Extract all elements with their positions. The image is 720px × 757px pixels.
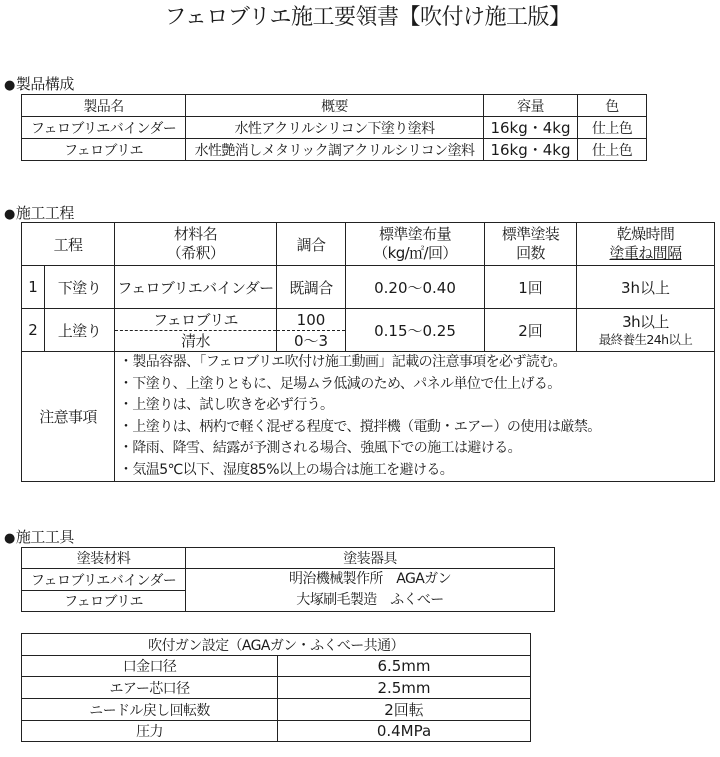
section-heading-products	[4, 75, 74, 95]
tool-equipment: 明治機械製作所 AGAガン 大塚刷毛製造 ふくべー	[186, 569, 555, 612]
product-capacity: 16kg・4kg	[484, 117, 578, 139]
table-row	[22, 677, 531, 699]
step-number: 2	[22, 309, 45, 352]
product-color: 仕上色	[578, 117, 647, 139]
note-item: ・上塗りは、試し吹きを必ず行う。	[119, 397, 334, 413]
coverage: 0.15～0.25	[346, 309, 485, 352]
table-header-row	[22, 95, 647, 117]
step-name: 下塗り	[45, 266, 115, 309]
section-heading-tools	[4, 528, 74, 548]
section-heading-text: 施工工具	[15, 528, 74, 546]
bullet-icon: ●	[4, 531, 15, 546]
product-name: フェロブリエ	[22, 139, 186, 161]
bullet-icon: ●	[4, 207, 15, 222]
header-coating-material: 塗装材料	[22, 548, 186, 569]
step-number: 1	[22, 266, 45, 309]
setting-value: 6.5mm	[278, 656, 531, 677]
note-item: ・下塗り、上塗りともに、足場ムラ低減のため、パネル単位で仕上げる。	[119, 375, 561, 392]
table-row	[22, 569, 555, 591]
notes-label: 注意事項	[22, 352, 115, 482]
coats: 2回	[485, 309, 577, 352]
setting-value: 2回転	[278, 699, 531, 721]
tool-material: フェロブリエバインダー	[22, 569, 186, 591]
setting-value: 0.4MPa	[278, 721, 531, 742]
gun-settings-title: 吹付ガン設定（AGAガン・ふくべー共通）	[22, 634, 531, 656]
dilution-name: 清水	[115, 331, 277, 352]
material-name: フェロブリエ	[115, 309, 277, 331]
product-composition-table	[21, 94, 647, 161]
setting-label: 圧力	[22, 721, 278, 742]
product-summary: 水性艶消しメタリック調アクリルシリコン塗料	[186, 139, 484, 161]
header-capacity: 容量	[484, 95, 578, 117]
mix-ratio: 既調合	[277, 266, 346, 309]
process-table	[21, 222, 715, 482]
notes-row	[22, 352, 715, 482]
header-product-name: 製品名	[22, 95, 186, 117]
header-coats: 標準塗装 回数	[485, 223, 577, 266]
table-row	[22, 656, 531, 677]
table-row	[22, 699, 531, 721]
setting-label: ニードル戻し回転数	[22, 699, 278, 721]
tool-material: フェロブリエ	[22, 591, 186, 612]
material-name: フェロブリエバインダー	[115, 266, 277, 309]
header-coating-equipment: 塗装器具	[186, 548, 555, 569]
product-name: フェロブリエバインダー	[22, 117, 186, 139]
coverage: 0.20～0.40	[346, 266, 485, 309]
table-row-undercoat	[22, 266, 715, 309]
page-title: フェロブリエ施工要領書【吹付け施工版】	[164, 5, 571, 30]
setting-value: 2.5mm	[278, 677, 531, 699]
table-row	[22, 117, 647, 139]
section-heading-process	[4, 204, 74, 224]
coats: 1回	[485, 266, 577, 309]
table-header-row	[22, 548, 555, 569]
table-header-row	[22, 634, 531, 656]
setting-label: 口金口径	[22, 656, 278, 677]
notes-list	[115, 352, 715, 482]
mix-ratio: 100	[277, 309, 346, 331]
table-row	[22, 139, 647, 161]
header-color: 色	[578, 95, 647, 117]
dilution-ratio: 0～3	[277, 331, 346, 352]
step-name: 上塗り	[45, 309, 115, 352]
dry-time: 3h以上 最終養生24h以上	[577, 309, 715, 352]
note-item: ・降雨、降雪、結露が予測される場合、強風下での施工は避ける。	[119, 440, 521, 456]
final-cure-note: 最終養生24h以上	[598, 332, 693, 347]
header-summary: 概要	[186, 95, 484, 117]
table-row	[22, 721, 531, 742]
tools-table	[21, 547, 555, 612]
header-dry-time: 乾燥時間 塗重ね間隔	[577, 223, 715, 266]
table-header-row	[22, 223, 715, 266]
setting-label: エアー芯口径	[22, 677, 278, 699]
section-heading-text: 施工工程	[15, 204, 74, 222]
note-item: ・製品容器、「フェロブリエ吹付け施工動画」記載の注意事項を必ず読む。	[119, 354, 567, 370]
gun-settings-table	[21, 633, 531, 742]
dry-time: 3h以上	[577, 266, 715, 309]
header-material: 材料名 （希釈）	[115, 223, 277, 266]
note-item: ・上塗りは、柄杓で軽く混ぜる程度で、撹拌機（電動・エアー）の使用は厳禁。	[119, 418, 601, 435]
product-capacity: 16kg・4kg	[484, 139, 578, 161]
product-summary: 水性アクリルシリコン下塗り塗料	[186, 117, 484, 139]
note-item: ・気温5℃以下、湿度85%以上の場合は施工を避ける。	[119, 461, 454, 478]
section-heading-text: 製品構成	[15, 75, 74, 93]
header-mix: 調合	[277, 223, 346, 266]
header-step: 工程	[22, 223, 115, 266]
product-color: 仕上色	[578, 139, 647, 161]
table-row-topcoat	[22, 309, 715, 331]
bullet-icon: ●	[4, 78, 15, 93]
header-coverage: 標準塗布量 （kg/㎡/回）	[346, 223, 485, 266]
